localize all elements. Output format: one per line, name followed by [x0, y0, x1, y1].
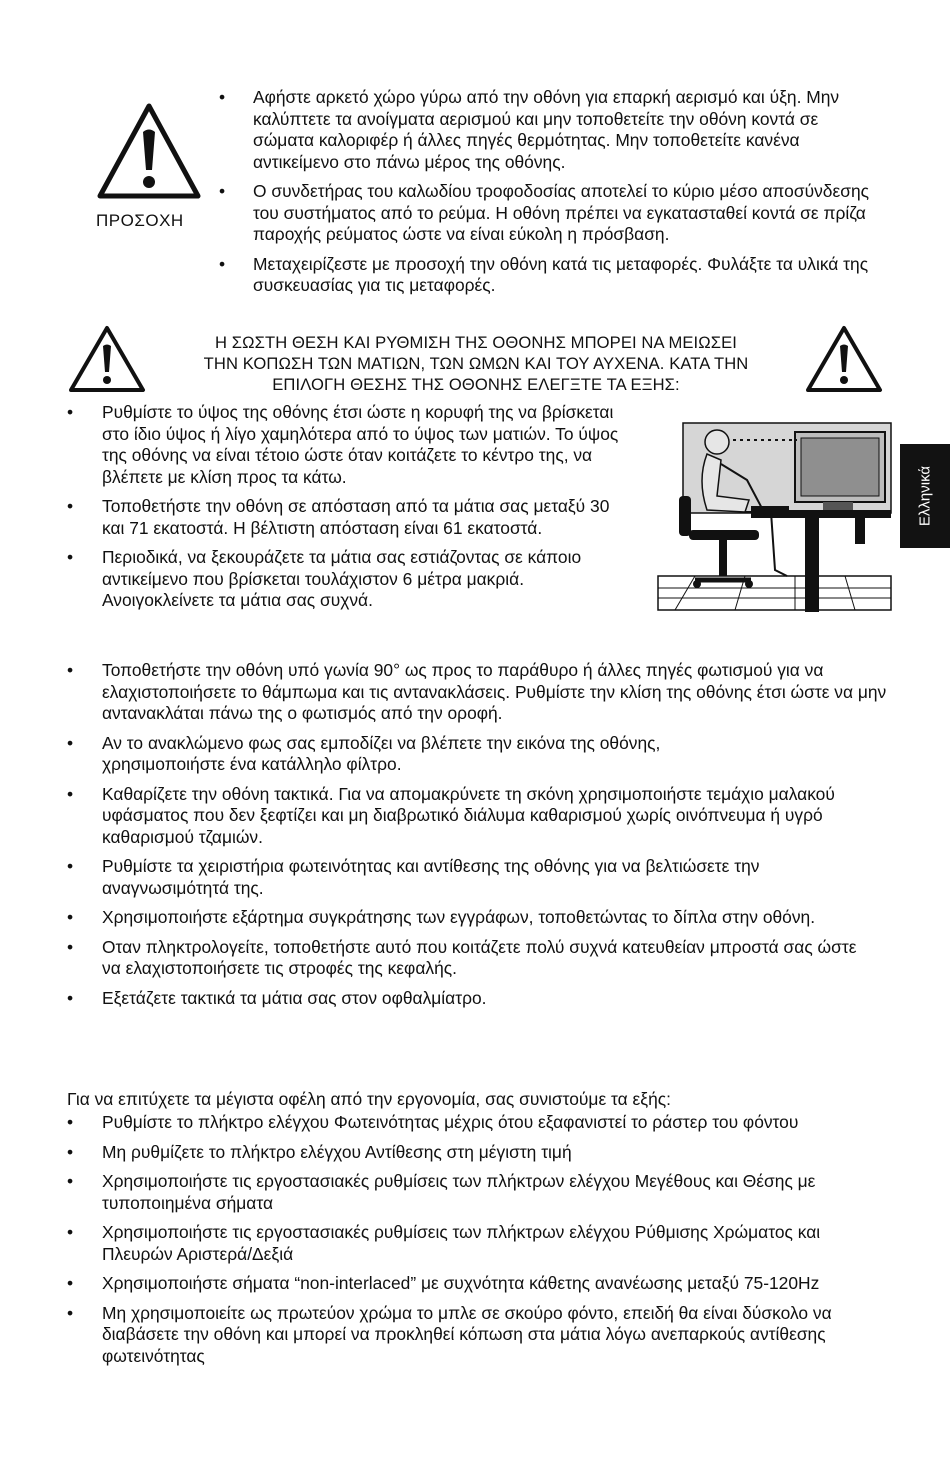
list-item: • Μεταχειρίζεστε με προσοχή την οθόνη κατά τις μεταφορές. Φυλάξτε τα υλικά της συσκευασίας για τις μεταφορές.: [219, 254, 879, 297]
list-item: • Ρυθμίστε το ύψος της οθόνης έτσι ώστε η κορυφή της να βρίσκεται στο ίδιο ύψος ή λίγο χαμηλότερα από το ύψος των ματιών. Το ύψος της οθόνης να είναι τέτοιο ώστε όταν κοιτάζετε το κέντρο της, να βλέπετε με κλίση προς τα κάτω.: [67, 402, 632, 488]
list-item: • Μη χρησιμοποιείτε ως πρωτεύον χρώμα το μπλε σε σκούρο φόντο, επειδή θα είναι δύσκολο να διαβάσετε την οθόνη και μπορεί να προκληθεί κόπωση στα μάτια λόγω ανεπαρκούς αντίθεσης φωτεινότητας: [67, 1303, 877, 1368]
list-item: • Εξετάζετε τακτικά τα μάτια σας στον οφθαλμίατρο.: [67, 988, 887, 1010]
list-item: • Τοποθετήστε την οθόνη υπό γωνία 90° ως προς το παράθυρο ή άλλες πηγές φωτισμού για να ελαχιστοποιήσετε το θάμπωμα και τις αντανακλάσεις. Ρυθμίστε την κλίση της οθόνης έτσι ώστε να μην αντανακλάται πάνω της ο φωτισμός από την οροφή.: [67, 660, 887, 725]
list-item: • Χρησιμοποιήστε σήματα “non-interlaced” με συχνότητα κάθετης ανανέωσης μεταξύ 75-120Hz: [67, 1273, 882, 1295]
recommendations-intro: Για να επιτύχετε τα μέγιστα οφέλη από την εργονομία, σας συνιστούμε τα εξής:: [67, 1089, 671, 1109]
list-item: • Ο συνδετήρας του καλωδίου τροφοδοσίας αποτελεί το κύριο μέσο αποσύνδεσης του συστήματος από το ρεύμα. Η οθόνη πρέπει να εγκατασταθεί κοντά σε πρίζα παροχής ρεύματος ώστε να είναι εύκολη η πρόσβαση.: [219, 181, 879, 246]
list-item: • Οταν πληκτρολογείτε, τοποθετήστε αυτό που κοιτάζετε πολύ συχνά κατευθείαν μπροστά σας ώστε να ελαχιστοποιήσετε τις στροφές της κεφαλής.: [67, 937, 872, 980]
ergonomics-bullets-narrow: [67, 402, 657, 620]
list-item: • Χρησιμοποιήστε τις εργοστασιακές ρυθμίσεις των πλήκτρων ελέγχου Μεγέθους και Θέσης με τυποποιημένα σήματα: [67, 1171, 882, 1214]
list-item: • Ρυθμίστε το πλήκτρο ελέγχου Φωτεινότητας μέχρις ότου εξαφανιστεί το ράστερ του φόντου: [67, 1112, 847, 1134]
warning-triangle-right-icon: [804, 324, 884, 394]
list-item: • Περιοδικά, να ξεκουράζετε τα μάτια σας εστιάζοντας σε κάποιο αντικείμενο που βρίσκεται τουλάχιστον 6 μέτρα μακριά. Ανοιγοκλείνετε τα μάτια σας συχνά.: [67, 547, 622, 612]
list-item: • Τοποθετήστε την οθόνη σε απόσταση από τα μάτια σας μεταξύ 30 και 71 εκατοστά. Η βέλτιστη απόσταση είναι 61 εκατοστά.: [67, 496, 614, 539]
list-item: • Μη ρυθμίζετε το πλήκτρο ελέγχου Αντίθεσης στη μέγιστη τιμή: [67, 1142, 882, 1164]
workstation-illustration: [655, 420, 895, 612]
list-item: • Χρησιμοποιήστε εξάρτημα συγκράτησης των εγγράφων, τοποθετώντας το δίπλα στην οθόνη.: [67, 907, 842, 929]
ergonomics-heading: Η ΣΩΣΤΗ ΘΕΣΗ ΚΑΙ ΡΥΘΜΙΣΗ ΤΗΣ ΟΘΟΝΗΣ ΜΠΟΡΕΙ ΝΑ ΜΕΙΩΣΕΙ ΤΗΝ ΚΟΠΩΣΗ ΤΩΝ ΜΑΤΙΩΝ, ΤΩΝ ΩΜΩΝ ΚΑΙ ΤΟΥ ΑΥΧΕΝΑ. ΚΑΤΑ ΤΗΝ ΕΠΙΛΟΓΗ ΘΕΣΗΣ ΤΗΣ ΟΘΟΝΗΣ ΕΛΕΓΞΤΕ ΤΑ ΕΞΗΣ:: [203, 333, 749, 394]
list-item: • Καθαρίζετε την οθόνη τακτικά. Για να απομακρύνετε τη σκόνη χρησιμοποιήστε τεμάχιο μαλακού υφάσματος που δεν ξεφτίζει και μη διαβρωτικό διάλυμα καθαρισμού χωρίς οινόπνευμα ή υγρό καθαρισμού τζαμιών.: [67, 784, 842, 849]
list-item: • Χρησιμοποιήστε τις εργοστασιακές ρυθμίσεις των πλήκτρων ελέγχου Ρύθμισης Χρώματος και Πλευρών Αριστερά/Δεξιά: [67, 1222, 847, 1265]
caution-bullets: [219, 87, 879, 305]
warning-triangle-icon: [95, 100, 203, 202]
language-tab: Ελληνικά: [900, 444, 950, 548]
list-item: • Αφήστε αρκετό χώρο γύρω από την οθόνη για επαρκή αερισμό και ύξη. Μην καλύπτετε τα ανοίγματα αερισμού και μην τοποθετείτε την οθόνη κοντά σε σώματα καλοριφέρ ή άλλες πηγές θερμότητας. Μην τοποθετείτε κανένα αντικείμενο στο πάνω μέρος της οθόνης.: [219, 87, 879, 173]
recommendations-bullets: [67, 1112, 882, 1375]
warning-triangle-left-icon: [67, 324, 147, 394]
caution-label: ΠΡΟΣΟΧΗ: [96, 211, 184, 230]
ergonomics-bullets-wide: [67, 660, 887, 1017]
list-item: • Ρυθμίστε τα χειριστήρια φωτεινότητας και αντίθεσης της οθόνης για να βελτιώσετε την αναγνωσιμότητά της.: [67, 856, 887, 899]
list-item: • Αν το ανακλώμενο φως σας εμποδίζει να βλέπετε την εικόνα της οθόνης, χρησιμοποιήστε ένα κατάλληλο φίλτρο.: [67, 733, 782, 776]
